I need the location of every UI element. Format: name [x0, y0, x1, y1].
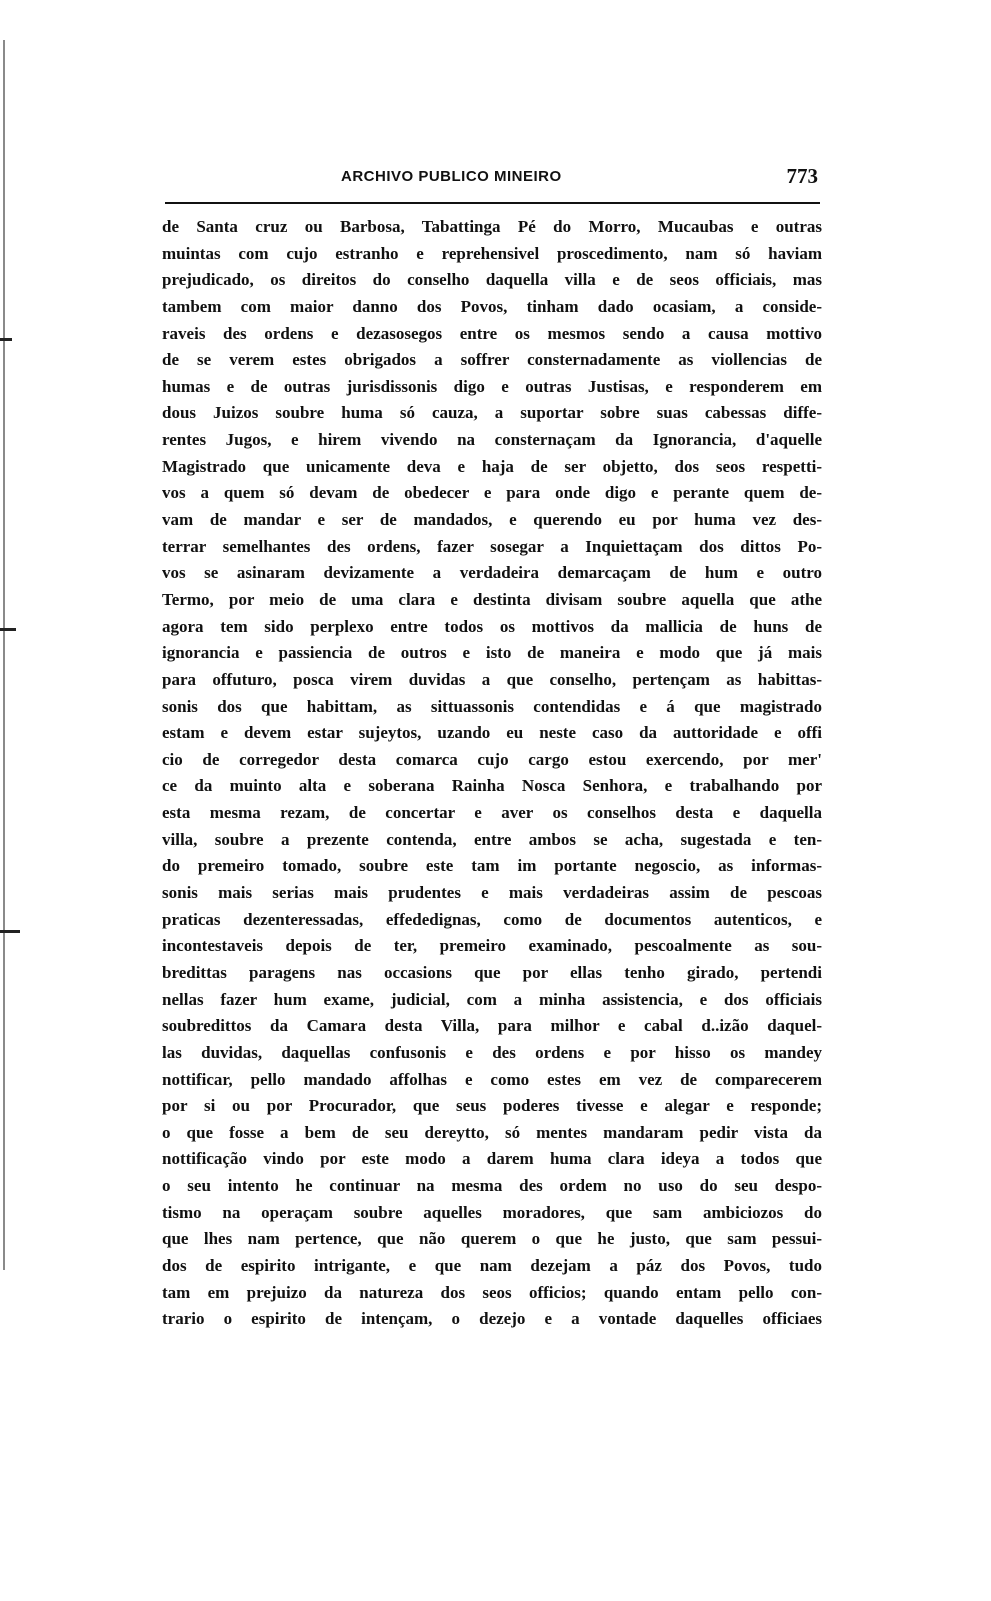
text-line: para offuturo, posca virem duvidas a que conselho, pertençam as habittas-	[162, 669, 822, 689]
text-line: terrar semelhantes des ordens, fazer sosegar a Inquiettaçam dos dittos Po-	[162, 536, 822, 556]
page-number: 773	[786, 164, 818, 188]
running-header-title: ARCHIVO PUBLICO MINEIRO	[341, 168, 562, 185]
scan-margin-mark	[0, 628, 16, 631]
text-line: Termo, por meio de uma clara e destinta divisam soubre aquella que athe	[162, 589, 822, 609]
text-line: dos de espirito intrigante, e que nam dezejam a páz dos Povos, tudo	[162, 1255, 822, 1275]
text-line: vos a quem só devam de obedecer e para onde digo e perante quem de-	[162, 483, 822, 503]
text-line: prejudicado, os direitos do conselho daquella villa e de seos officiais, mas	[162, 270, 822, 290]
text-line: vos se asinaram devizamente a verdadeira demarcaçam de hum e outro	[162, 563, 822, 583]
text-line: Magistrado que unicamente deva e haja de ser objetto, dos seos respetti-	[162, 456, 822, 476]
text-line: tam em prejuizo da natureza dos seos officios; quando entam pello con-	[162, 1282, 822, 1302]
text-line: praticas dezenteressadas, effededignas, como de documentos autenticos, e	[162, 909, 822, 929]
text-line: las duvidas, daquellas confusonis e des ordens e por hisso os mandey	[162, 1042, 822, 1062]
text-line: do premeiro tomado, soubre este tam im portante negoscio, as informas-	[162, 856, 822, 876]
text-line: tambem com maior danno dos Povos, tinham dado ocasiam, a conside-	[162, 296, 822, 316]
text-line: tismo na operaçam soubre aquelles moradores, que sam ambiciozos do	[162, 1202, 822, 1222]
text-line: humas e de outras jurisdissonis digo e outras Justisas, e responderem em	[162, 376, 822, 396]
text-line: nellas fazer hum exame, judicial, com a minha assistencia, e dos officiais	[162, 989, 822, 1009]
scan-margin-line	[3, 40, 5, 1270]
text-line: sonis dos que habittam, as sittuassonis contendidas e á que magistrado	[162, 696, 822, 716]
text-line: nottificação vindo por este modo a darem huma clara ideya a todos que	[162, 1149, 822, 1169]
text-line: vam de mandar e ser de mandados, e querendo eu por huma vez des-	[162, 510, 822, 530]
text-line: muintas com cujo estranho e reprehensivel proscedimento, nam só haviam	[162, 243, 822, 263]
scan-margin-mark	[0, 338, 12, 341]
text-line: incontestaveis depois de ter, premeiro examinado, pescoalmente as sou-	[162, 936, 822, 956]
text-line: rentes Jugos, e hirem vivendo na consternaçam da Ignorancia, d'aquelle	[162, 430, 822, 450]
text-line: por si ou por Procurador, que seus poderes tivesse e alegar e responde;	[162, 1096, 822, 1116]
body-text	[162, 214, 822, 1333]
text-line: raveis des ordens e dezasosegos entre os mesmos sendo a causa mottivo	[162, 323, 822, 343]
scan-margin-mark	[0, 930, 20, 933]
text-line: agora tem sido perplexo entre todos os mottivos da mallicia de huns de	[162, 616, 822, 636]
text-line: soubredittos da Camara desta Villa, para milhor e cabal d..izão daquel-	[162, 1016, 822, 1036]
text-line: dous Juizos soubre huma só cauza, a suportar sobre suas cabessas diffe-	[162, 403, 822, 423]
header-rule	[165, 202, 820, 204]
text-line: cio de corregedor desta comarca cujo cargo estou exercendo, por mer'	[162, 749, 822, 769]
text-line: sonis mais serias mais prudentes e mais verdadeiras assim de pescoas	[162, 883, 822, 903]
text-line: de Santa cruz ou Barbosa, Tabattinga Pé do Morro, Mucaubas e outras	[162, 217, 822, 236]
text-line: bredittas paragens nas occasions que por ellas tenho girado, pertendi	[162, 962, 822, 982]
text-line: villa, soubre a prezente contenda, entre ambos se acha, sugestada e ten-	[162, 829, 822, 849]
text-line: o que fosse a bem de seu dereytto, só mentes mandaram pedir vista da	[162, 1122, 822, 1142]
text-line: ignorancia e passiencia de outros e isto de maneira e modo que já mais	[162, 643, 822, 663]
text-line: que lhes nam pertence, que não querem o que he justo, que sam pessui-	[162, 1229, 822, 1249]
text-line: estam e devem estar sujeytos, uzando eu neste caso da auttoridade e offi	[162, 723, 822, 743]
running-header	[165, 162, 830, 192]
text-line: trario o espirito de intençam, o dezejo e a vontade daquelles officiaes	[162, 1309, 822, 1329]
text-line: o seu intento he continuar na mesma des ordem no uso do seu despo-	[162, 1176, 822, 1196]
text-line: ce da muinto alta e soberana Rainha Nosca Senhora, e trabalhando por	[162, 776, 822, 796]
text-line: de se verem estes obrigados a soffrer consternadamente as viollencias de	[162, 350, 822, 370]
text-line: esta mesma rezam, de concertar e aver os conselhos desta e daquella	[162, 803, 822, 823]
text-line: nottificar, pello mandado affolhas e como estes em vez de comparecerem	[162, 1069, 822, 1089]
